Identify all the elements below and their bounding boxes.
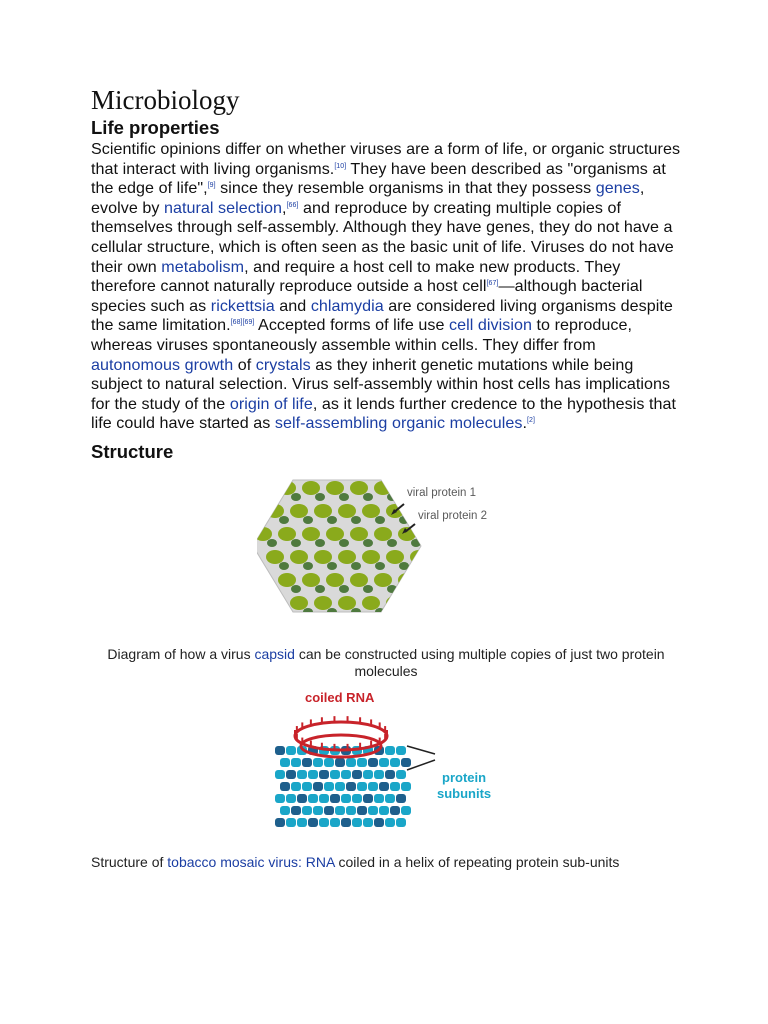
protein-subunit xyxy=(313,806,323,815)
text-run: —although bacterial species such as xyxy=(91,277,643,315)
viral-protein-2-blob xyxy=(387,493,397,501)
viral-protein-1-blob xyxy=(266,596,284,610)
protein-subunit xyxy=(352,794,362,803)
viral-protein-1-blob xyxy=(290,504,308,518)
text-run: They have been described as "organisms at the edge of life", xyxy=(91,159,666,198)
page-title: Microbiology xyxy=(91,85,240,115)
protein-subunit xyxy=(308,818,318,827)
viral-protein-2-blob xyxy=(327,562,337,570)
viral-protein-2-blob xyxy=(411,585,421,593)
protein-subunit xyxy=(324,782,334,791)
viral-protein-2-blob xyxy=(339,585,349,593)
viral-protein-2-blob xyxy=(339,493,349,501)
protein-subunit xyxy=(385,818,395,827)
text-run: and reproduce by creating multiple copies of themselves through self-assembly. Although they have genes, they do not have a cellular structure, which is often seen as the basic unit of life. Viruses do not have their own xyxy=(91,198,674,276)
protein-subunit xyxy=(385,770,395,779)
viral-protein-2-blob xyxy=(423,608,433,616)
protein-subunit xyxy=(385,746,395,755)
label-pointer-protein-b xyxy=(407,760,435,770)
text-run: , evolve by xyxy=(91,179,645,217)
protein-subunit xyxy=(286,746,296,755)
document-page xyxy=(91,84,681,871)
viral-protein-2-blob xyxy=(315,585,325,593)
viral-protein-2-blob xyxy=(375,562,385,570)
citation-10[interactable]: [10] xyxy=(334,162,347,170)
viral-protein-1-blob xyxy=(350,573,368,587)
protein-subunit xyxy=(363,770,373,779)
protein-subunit xyxy=(319,770,329,779)
tmv-diagram-svg xyxy=(269,690,509,830)
protein-subunit xyxy=(390,782,400,791)
viral-protein-1-blob xyxy=(278,527,296,541)
viral-protein-1-blob xyxy=(410,550,428,564)
citation-9[interactable]: [9] xyxy=(207,182,216,190)
viral-protein-2-blob xyxy=(327,516,337,524)
text-run: of xyxy=(233,355,256,374)
viral-protein-1-blob xyxy=(257,481,272,495)
viral-protein-1-blob xyxy=(410,596,428,610)
protein-subunit xyxy=(297,818,307,827)
text-run: as they inherit genetic mutations while being subject to natural selection. Virus self-assembly within host cells has implications for the study of the xyxy=(91,355,671,413)
viral-protein-2-blob xyxy=(267,493,277,501)
protein-subunit xyxy=(357,758,367,767)
viral-protein-1-blob xyxy=(302,481,320,495)
protein-subunit xyxy=(297,770,307,779)
protein-subunit xyxy=(291,806,301,815)
viral-protein-1-blob xyxy=(362,504,380,518)
viral-protein-1-blob xyxy=(374,573,392,587)
protein-subunit xyxy=(379,782,389,791)
protein-subunit xyxy=(280,758,290,767)
viral-protein-1-blob xyxy=(338,596,356,610)
protein-subunit xyxy=(396,818,406,827)
protein-subunit xyxy=(346,758,356,767)
viral-protein-1-blob xyxy=(362,550,380,564)
protein-subunit xyxy=(390,806,400,815)
link-natural-selection[interactable]: natural selection xyxy=(163,198,283,217)
link-rickettsia[interactable]: rickettsia xyxy=(210,296,275,315)
viral-protein-1-blob xyxy=(362,596,380,610)
capsid-diagram-svg xyxy=(257,476,513,616)
viral-protein-2-blob xyxy=(315,539,325,547)
viral-protein-2-blob xyxy=(291,493,301,501)
caption-text: Diagram of how a virus xyxy=(107,645,255,662)
viral-protein-1-blob xyxy=(302,527,320,541)
protein-subunit xyxy=(308,794,318,803)
viral-protein-1-blob xyxy=(338,550,356,564)
protein-subunit xyxy=(374,818,384,827)
viral-protein-1-blob xyxy=(326,527,344,541)
protein-subunit xyxy=(313,758,323,767)
capsid-figure-caption xyxy=(91,646,681,680)
link-genes[interactable]: genes xyxy=(595,179,640,198)
text-run: , xyxy=(282,198,287,217)
protein-subunit xyxy=(385,794,395,803)
caption-text: coiled in a helix of repeating protein sub-units xyxy=(334,853,620,870)
viral-protein-1-blob xyxy=(266,550,284,564)
viral-protein-2-blob xyxy=(375,608,385,616)
label-pointer-protein-a xyxy=(407,746,435,754)
viral-protein-1-blob xyxy=(398,527,416,541)
viral-protein-1-blob xyxy=(266,504,284,518)
viral-protein-2-blob xyxy=(363,493,373,501)
protein-subunit xyxy=(341,794,351,803)
viral-protein-2-blob xyxy=(387,539,397,547)
viral-protein-2-blob xyxy=(303,562,313,570)
link-chlamydia[interactable]: chlamydia xyxy=(310,296,384,315)
protein-subunit xyxy=(401,806,411,815)
protein-subunit xyxy=(352,770,362,779)
viral-protein-1-blob xyxy=(338,504,356,518)
viral-protein-2-blob xyxy=(363,539,373,547)
viral-protein-2-blob xyxy=(291,539,301,547)
protein-subunit xyxy=(286,794,296,803)
protein-subunit xyxy=(335,806,345,815)
caption-text: Structure of xyxy=(91,853,168,870)
label-protein: protein xyxy=(442,769,487,785)
protein-subunit xyxy=(368,806,378,815)
text-run: Scientific opinions differ on whether viruses are a form of life, or organic structures that interact with living organisms. xyxy=(91,140,681,178)
viral-protein-1-blob xyxy=(326,481,344,495)
section-heading-life-properties: Life properties xyxy=(91,117,220,138)
protein-subunit xyxy=(280,806,290,815)
text-run: . xyxy=(522,414,528,433)
text-run: and xyxy=(274,296,311,315)
life-properties-paragraph xyxy=(91,140,681,434)
citation-66[interactable]: [66] xyxy=(286,201,299,209)
label-subunits: subunits xyxy=(437,785,492,801)
label-viral-protein-2: viral protein 2 xyxy=(418,509,488,522)
viral-protein-1-blob xyxy=(314,596,332,610)
viral-protein-2-blob xyxy=(423,562,433,570)
protein-subunit xyxy=(363,818,373,827)
protein-subunit xyxy=(357,782,367,791)
protein-subunit xyxy=(396,746,406,755)
protein-subunit xyxy=(302,782,312,791)
viral-protein-2-blob xyxy=(267,585,277,593)
protein-subunit xyxy=(275,818,285,827)
protein-subunit xyxy=(286,818,296,827)
protein-subunit xyxy=(368,758,378,767)
protein-subunit xyxy=(341,818,351,827)
link-tobacco-mosaic-virus[interactable]: tobacco mosaic virus xyxy=(167,853,298,870)
tobacco-mosaic-virus-image xyxy=(269,690,509,830)
viral-protein-1-blob xyxy=(314,550,332,564)
viral-protein-1-blob xyxy=(386,596,404,610)
protein-subunit xyxy=(280,782,290,791)
viral-protein-1-blob xyxy=(290,596,308,610)
protein-subunit xyxy=(346,782,356,791)
protein-subunit xyxy=(357,806,367,815)
protein-subunit xyxy=(286,770,296,779)
viral-protein-2-blob xyxy=(279,516,289,524)
viral-protein-2-blob xyxy=(291,585,301,593)
viral-protein-1-blob xyxy=(326,573,344,587)
text-run: , and require a host cell to make new products. They therefore cannot naturally reproduce outside a host cell xyxy=(91,257,621,296)
protein-subunit xyxy=(401,758,411,767)
text-run: to reproduce, whereas viruses spontaneously assemble within cells. They differ from xyxy=(91,316,633,354)
protein-subunit xyxy=(313,782,323,791)
protein-subunit xyxy=(319,794,329,803)
viral-protein-1-blob xyxy=(290,550,308,564)
protein-subunit xyxy=(335,758,345,767)
link-origin-of-life[interactable]: origin of life xyxy=(229,394,313,413)
viral-protein-1-blob xyxy=(350,527,368,541)
viral-protein-2-blob xyxy=(267,539,277,547)
viral-protein-2-blob xyxy=(339,539,349,547)
link-self-assembling-organic-molecules[interactable]: self-assembling organic molecules xyxy=(274,414,523,433)
protein-subunit xyxy=(346,806,356,815)
citation-67[interactable]: [67] xyxy=(486,280,499,288)
protein-subunit xyxy=(379,806,389,815)
viral-protein-2-blob xyxy=(315,493,325,501)
protein-subunit xyxy=(297,794,307,803)
protein-subunit xyxy=(374,794,384,803)
protein-subunit xyxy=(330,794,340,803)
citation-68-69[interactable]: [68][69] xyxy=(230,319,255,327)
label-coiled-rna: coiled RNA xyxy=(305,689,375,705)
protein-subunit xyxy=(374,770,384,779)
viral-protein-1-blob xyxy=(278,481,296,495)
label-viral-protein-1: viral protein 1 xyxy=(407,486,477,499)
citation-2[interactable]: [2] xyxy=(527,417,535,425)
protein-subunit xyxy=(324,758,334,767)
text-run: Accepted forms of life use xyxy=(254,316,450,335)
link-metabolism[interactable]: metabolism xyxy=(161,257,245,276)
link-colon: : xyxy=(297,853,306,870)
viral-protein-2-blob xyxy=(279,608,289,616)
protein-subunit xyxy=(302,758,312,767)
link-crystals[interactable]: crystals xyxy=(255,355,311,374)
section-heading-structure: Structure xyxy=(91,440,174,462)
link-autonomous-growth[interactable]: autonomous growth xyxy=(91,355,234,374)
viral-protein-2-blob xyxy=(303,516,313,524)
viral-protein-2-blob xyxy=(375,516,385,524)
viral-protein-1-blob xyxy=(386,550,404,564)
protein-subunit xyxy=(396,770,406,779)
caption-text: can be constructed using multiple copies of just two protein molecules xyxy=(294,645,665,679)
protein-subunit xyxy=(291,782,301,791)
viral-protein-1-blob xyxy=(302,573,320,587)
text-run: are considered living organisms despite the same limitation. xyxy=(91,296,673,335)
protein-subunit xyxy=(308,770,318,779)
capsid-hexagon xyxy=(257,480,421,612)
link-rna[interactable]: RNA xyxy=(305,853,335,870)
link-capsid[interactable]: capsid xyxy=(254,645,295,662)
protein-subunit xyxy=(275,770,285,779)
viral-protein-1-blob xyxy=(374,527,392,541)
protein-subunit xyxy=(341,770,351,779)
capsid-diagram-image xyxy=(257,476,513,616)
viral-protein-1-blob xyxy=(314,504,332,518)
link-cell-division[interactable]: cell division xyxy=(449,316,532,335)
viral-protein-1-blob xyxy=(278,573,296,587)
protein-subunit xyxy=(390,758,400,767)
text-run: since they resemble organisms in that they possess xyxy=(215,179,596,198)
viral-protein-1-blob xyxy=(257,573,272,587)
viral-protein-2-blob xyxy=(363,585,373,593)
protein-subunit xyxy=(330,818,340,827)
protein-subunit xyxy=(401,782,411,791)
viral-protein-2-blob xyxy=(351,608,361,616)
protein-subunit xyxy=(363,794,373,803)
protein-subunit xyxy=(368,782,378,791)
tmv-figure-caption xyxy=(91,854,681,871)
protein-subunit xyxy=(302,806,312,815)
protein-subunit xyxy=(396,794,406,803)
viral-protein-2-blob xyxy=(327,608,337,616)
protein-subunit xyxy=(330,770,340,779)
viral-protein-1-blob xyxy=(350,481,368,495)
viral-protein-2-blob xyxy=(351,516,361,524)
viral-protein-2-blob xyxy=(303,608,313,616)
protein-subunit xyxy=(275,794,285,803)
protein-subunit xyxy=(275,746,285,755)
viral-protein-2-blob xyxy=(399,608,409,616)
protein-subunit xyxy=(379,758,389,767)
protein-subunit xyxy=(319,818,329,827)
text-run: , as it lends further credence to the hypothesis that life could have started as xyxy=(91,394,677,433)
viral-protein-2-blob xyxy=(279,562,289,570)
protein-subunit xyxy=(324,806,334,815)
protein-subunit xyxy=(335,782,345,791)
protein-subunit xyxy=(352,818,362,827)
protein-subunit xyxy=(291,758,301,767)
viral-protein-2-blob xyxy=(351,562,361,570)
